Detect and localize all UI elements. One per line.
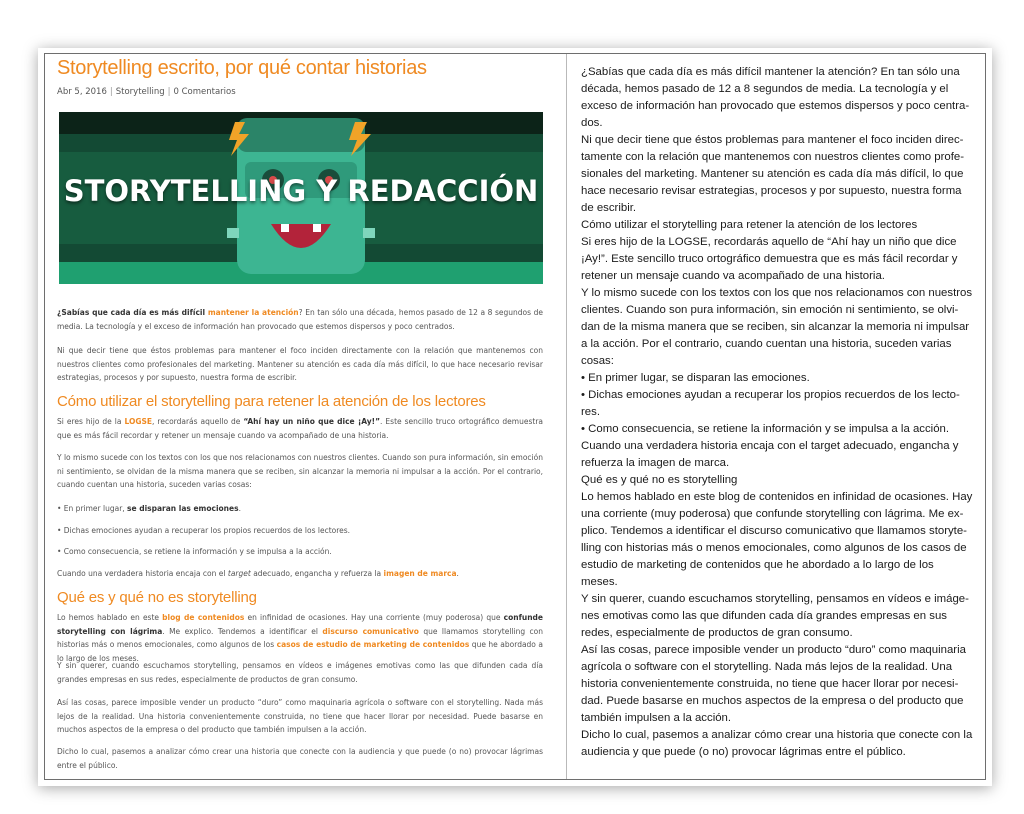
text-line: dos. — [581, 117, 603, 129]
bullet-1: • En primer lugar, se disparan las emociones. — [57, 504, 241, 513]
text-line: ¿Sabías que cada día es más difícil mantener la atención? En tan sólo una — [581, 66, 960, 78]
post-title[interactable]: Storytelling escrito, por qué contar historias — [57, 57, 427, 79]
paragraph-5: Cuando una verdadera historia encaja con el target adecuado, engancha y refuerza la imagen de marca. — [57, 569, 459, 578]
text-line: Y lo mismo sucede con los textos con los que nos relacionamos con nuestros — [581, 287, 973, 299]
text-line: Cuando una verdadera historia encaja con el target adecuado, engancha y — [581, 440, 959, 452]
paragraph-2: Ni que decir tiene que éstos problemas para mantener el foco inciden directamente con la relación que mantenemos con nuestros clientes como profesionales del marketing. Mantener su atención es cada día más difícil, lo que hace necesario revisar estrategias, procesos y por supuesto, nuestra forma de escribir. — [57, 346, 543, 382]
link-imagen-marca[interactable]: imagen de marca — [383, 569, 457, 578]
text-line: de escribir. — [581, 202, 637, 214]
post-date: Abr 5, 2016 — [57, 87, 107, 97]
link-mantener-atencion[interactable]: mantener la atención — [207, 308, 299, 317]
text-line: ¡Ay!”. Este sencillo truco ortográfico demuestra que es más fácil recordar y — [581, 253, 958, 265]
text-line: también impulsen a la acción. — [581, 712, 732, 724]
text-line: agrícola o software con el storytelling. Nada más lejos de la realidad. Una — [581, 661, 953, 673]
text-line: tamente con la relación que mantenemos con nuestros clientes como profe- — [581, 151, 965, 163]
text-line: cosas: — [581, 355, 614, 367]
text-line: • Dichas emociones ayudan a recuperar los propios recuerdos de los lecto- — [581, 389, 960, 401]
paragraph-6: Lo hemos hablado en este blog de contenidos en infinidad de ocasiones. Hay una corriente (muy poderosa) que confunde storytelling con lágrima. Me explico. Tendemos a identificar el discurso comunicativo que llamamos storytelling con historias más o menos emocionales, como algunos de los casos de estudio de marketing de contenidos que he abordado a lo largo de los meses. — [57, 613, 543, 663]
hero-banner — [59, 112, 543, 284]
text-line: res. — [581, 406, 600, 418]
comments-link[interactable]: 0 Comentarios — [173, 87, 236, 97]
link-logse[interactable]: LOGSE — [124, 417, 153, 426]
page-divider — [566, 54, 567, 779]
text-line: plico. Tendemos a identificar el discurso comunicativo que llamamos storyte- — [581, 525, 967, 537]
paragraph-4: Y lo mismo sucede con los textos con los que nos relacionamos con nuestros clientes. Cuando son pura información, sin emoción ni sentimiento, se olvidan de la misma manera que se reciben, sin alcanzar la memoria ni impulsar a la acción. Por el contrario, cuando cuentan una historia, suceden varias cosas: — [57, 453, 543, 489]
text-line: redes, especialmente de productos de gran consumo. — [581, 627, 853, 639]
text-line: Cómo utilizar el storytelling para retener la atención de los lectores — [581, 219, 918, 231]
text-line: Lo hemos hablado en este blog de contenidos en infinidad de ocasiones. Hay — [581, 491, 973, 503]
text-line: meses. — [581, 576, 618, 588]
text-line: • Como consecuencia, se retiene la información y se impulsa a la acción. — [581, 423, 950, 435]
text-line: Qué es y qué no es storytelling — [581, 474, 738, 486]
text-line: una corriente (muy poderosa) que confunde storytelling con lágrima. Me ex- — [581, 508, 964, 520]
paragraph-7: Y sin querer, cuando escuchamos storytelling, pensamos en vídeos e imágenes emotivas como las que difunden cada día grandes empresas en sus redes, especialmente de productos de gran consumo. — [57, 661, 543, 684]
bullet-2: • Dichas emociones ayudan a recuperar los propios recuerdos de los lectores. — [57, 526, 351, 535]
post-meta: Abr 5, 2016 | Storytelling | 0 Comentarios — [57, 87, 236, 97]
blog-post — [57, 54, 545, 779]
text-line: • En primer lugar, se disparan las emociones. — [581, 372, 810, 384]
text-line: historia convenientemente construida, no tiene que hacer llorar por necesi- — [581, 678, 959, 690]
text-line: clientes. Cuando son pura información, sin emoción ni sentimiento, se olvi- — [581, 304, 959, 316]
paragraph-3: Si eres hijo de la LOGSE, recordarás aquello de “Ahí hay un niño que dice ¡Ay!”. Este sencillo truco ortográfico demuestra que es más fácil recordar y retener un mensaje cuando va acompañado de una historia. — [57, 417, 544, 440]
link-blog-contenidos[interactable]: blog de contenidos — [162, 613, 245, 622]
text-line: audiencia y que puede (o no) provocar lágrimas entre el público. — [581, 746, 906, 758]
text-line: Ni que decir tiene que éstos problemas para mantener el foco inciden direc- — [581, 134, 964, 146]
text-line: sionales del marketing. Mantener su atención es cada día más difícil, lo que — [581, 168, 964, 180]
text-line: exceso de información han provocado que estemos dispersos y poco centra- — [581, 100, 970, 112]
category-link[interactable]: Storytelling — [115, 87, 165, 97]
comparison-frame — [44, 53, 986, 780]
bullet-3: • Como consecuencia, se retiene la información y se impulsa a la acción. — [57, 547, 332, 556]
paragraph-1: ¿Sabías que cada día es más difícil mantener la atención? En tan sólo una década, hemos pasado de 12 a 8 segundos de media. La tecnología y el exceso de información han provocado que estemos dispersos y poco centrados. — [57, 308, 543, 331]
text-line: nes emotivas como las que difunden cada día grandes empresas en sus — [581, 610, 947, 622]
text-line: lling con historias más o menos emocionales, como algunos de los casos de — [581, 542, 967, 554]
text-line: Así las cosas, parece imposible vender un producto “duro” como maquinaria — [581, 644, 966, 656]
text-line: a la acción. Por el contrario, cuando cuentan una historia, suceden varias — [581, 338, 952, 350]
text-line: Si eres hijo de la LOGSE, recordarás aquello de “Ahí hay un niño que dice — [581, 236, 957, 248]
text-line: refuerza la imagen de marca. — [581, 457, 730, 469]
text-line: retener un mensaje cuando va acompañado de una historia. — [581, 270, 885, 282]
link-discurso-comunicativo[interactable]: discurso comunicativo — [322, 626, 419, 636]
text-line: dad. Puede basarse en muchos aspectos de la empresa o del producto que — [581, 695, 964, 707]
link-casos-estudio[interactable]: casos de estudio de marketing de contenidos — [276, 640, 470, 649]
subheading-como-utilizar: Cómo utilizar el storytelling para retener la atención de los lectores — [57, 393, 486, 410]
hero-title: STORYTELLING Y REDACCIÓN — [63, 174, 539, 208]
text-line: dan de la misma manera que se reciben, sin alcanzar la memoria ni impulsar — [581, 321, 970, 333]
paragraph-9: Dicho lo cual, pasemos a analizar cómo crear una historia que conecte con la audiencia y que puede (o no) provocar lágrimas entre el público. — [57, 747, 543, 770]
text-line: Y sin querer, cuando escuchamos storytelling, pensamos en vídeos e imáge- — [581, 593, 969, 605]
text-line: década, hemos pasado de 12 a 8 segundos de media. La tecnología y el — [581, 83, 949, 95]
plain-text-page — [581, 64, 973, 761]
paragraph-8: Así las cosas, parece imposible vender un producto “duro” como maquinaria agrícola o software con el storytelling. Nada más lejos de la realidad. Una historia convenientemente construida, no tiene que hacer llorar por necesidad. Puede basarse en muchos aspectos de la empresa o del producto que también impulsen a la acción. — [57, 698, 543, 734]
text-line: estudio de marketing de contenidos que he abordado a lo largo de los — [581, 559, 934, 571]
subheading-que-es: Qué es y qué no es storytelling — [57, 589, 257, 606]
text-line: hace necesario revisar estrategias, procesos y por supuesto, nuestra forma — [581, 185, 962, 197]
text-line: Dicho lo cual, pasemos a analizar cómo crear una historia que conecte con la — [581, 729, 973, 741]
